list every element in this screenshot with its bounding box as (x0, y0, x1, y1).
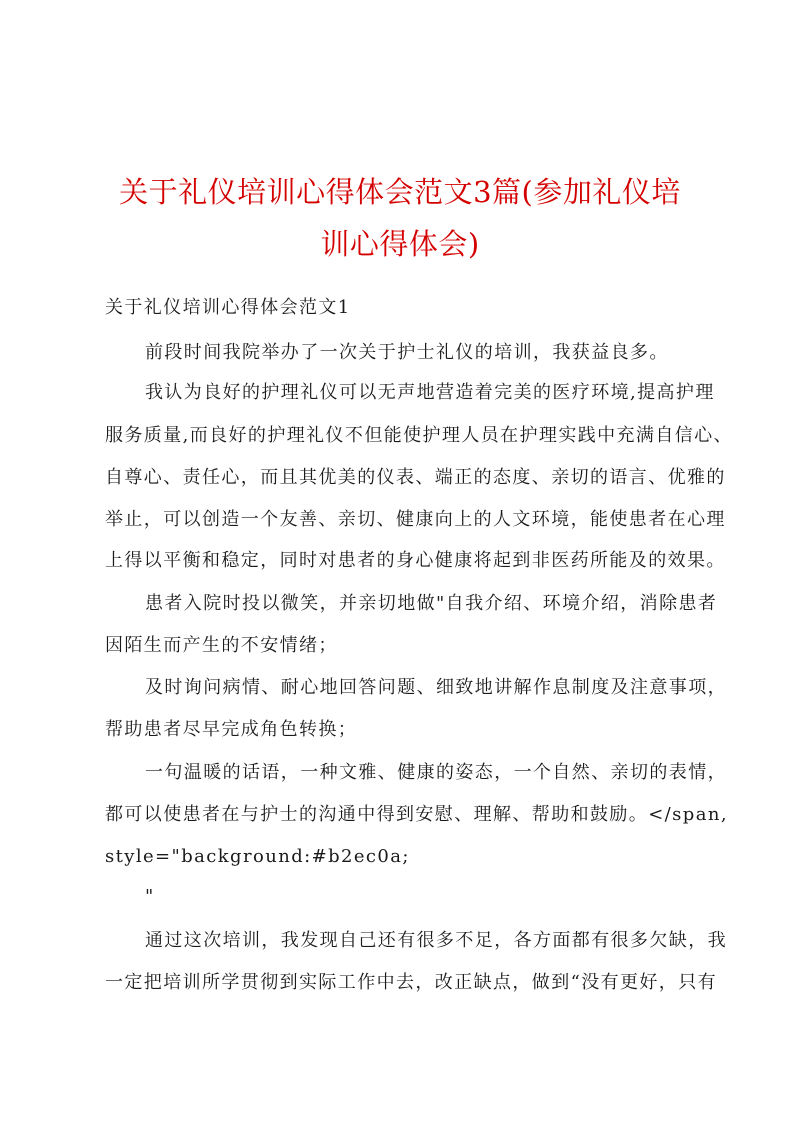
paragraph-line: 前段时间我院举办了一次关于护士礼仪的培训，我获益良多。 (145, 342, 669, 363)
paragraph-line: style="background:#b2ec0a; (105, 846, 410, 867)
paragraph-line: 患者入院时投以微笑，并亲切地做"自我介绍、环境介绍，消除患者 (145, 593, 718, 614)
paragraph-line: 都可以使患者在与护士的沟通中得到安慰、理解、帮助和鼓励。</span, (105, 804, 728, 825)
document-title (90, 166, 710, 270)
paragraph-line: 及时询问病情、耐心地回答问题、细致地讲解作息制度及注意事项， (145, 677, 727, 698)
paragraph-line: 自尊心、责任心，而且其优美的仪表、端正的态度、亲切的语言、优雅的 (105, 467, 726, 488)
paragraph-line: 一定把培训所学贯彻到实际工作中去，改正缺点，做到“没有更好，只有 (105, 972, 717, 993)
paragraph-line: 通过这次培训，我发现自己还有很多不足，各方面都有很多欠缺，我 (145, 930, 727, 951)
paragraph-line: " (145, 886, 155, 907)
paragraph-line: 举止，可以创造一个友善、亲切、健康向上的人文环境，能使患者在心理 (105, 509, 726, 530)
paragraph-line: 帮助患者尽早完成角色转换； (105, 719, 358, 740)
section-heading: 关于礼仪培训心得体会范文1 (105, 297, 351, 318)
paragraph-line: 服务质量,而良好的护理礼仪不但能使护理人员在护理实践中充满自信心、 (105, 425, 733, 446)
paragraph-line: 上得以平衡和稳定，同时对患者的身心健康将起到非医药所能及的效果。 (105, 550, 726, 571)
paragraph-line: 我认为良好的护理礼仪可以无声地营造着完美的医疗环境,提高护理 (145, 382, 715, 403)
paragraph-line: 因陌生而产生的不安情绪； (105, 635, 338, 656)
paragraph-line: 一句温暖的话语，一种文雅、健康的姿态，一个自然、亲切的表情， (145, 762, 727, 783)
title-line-1: 关于礼仪培训心得体会范文3篇(参加礼仪培 (119, 175, 681, 209)
title-line-2: 训心得体会) (320, 227, 480, 261)
